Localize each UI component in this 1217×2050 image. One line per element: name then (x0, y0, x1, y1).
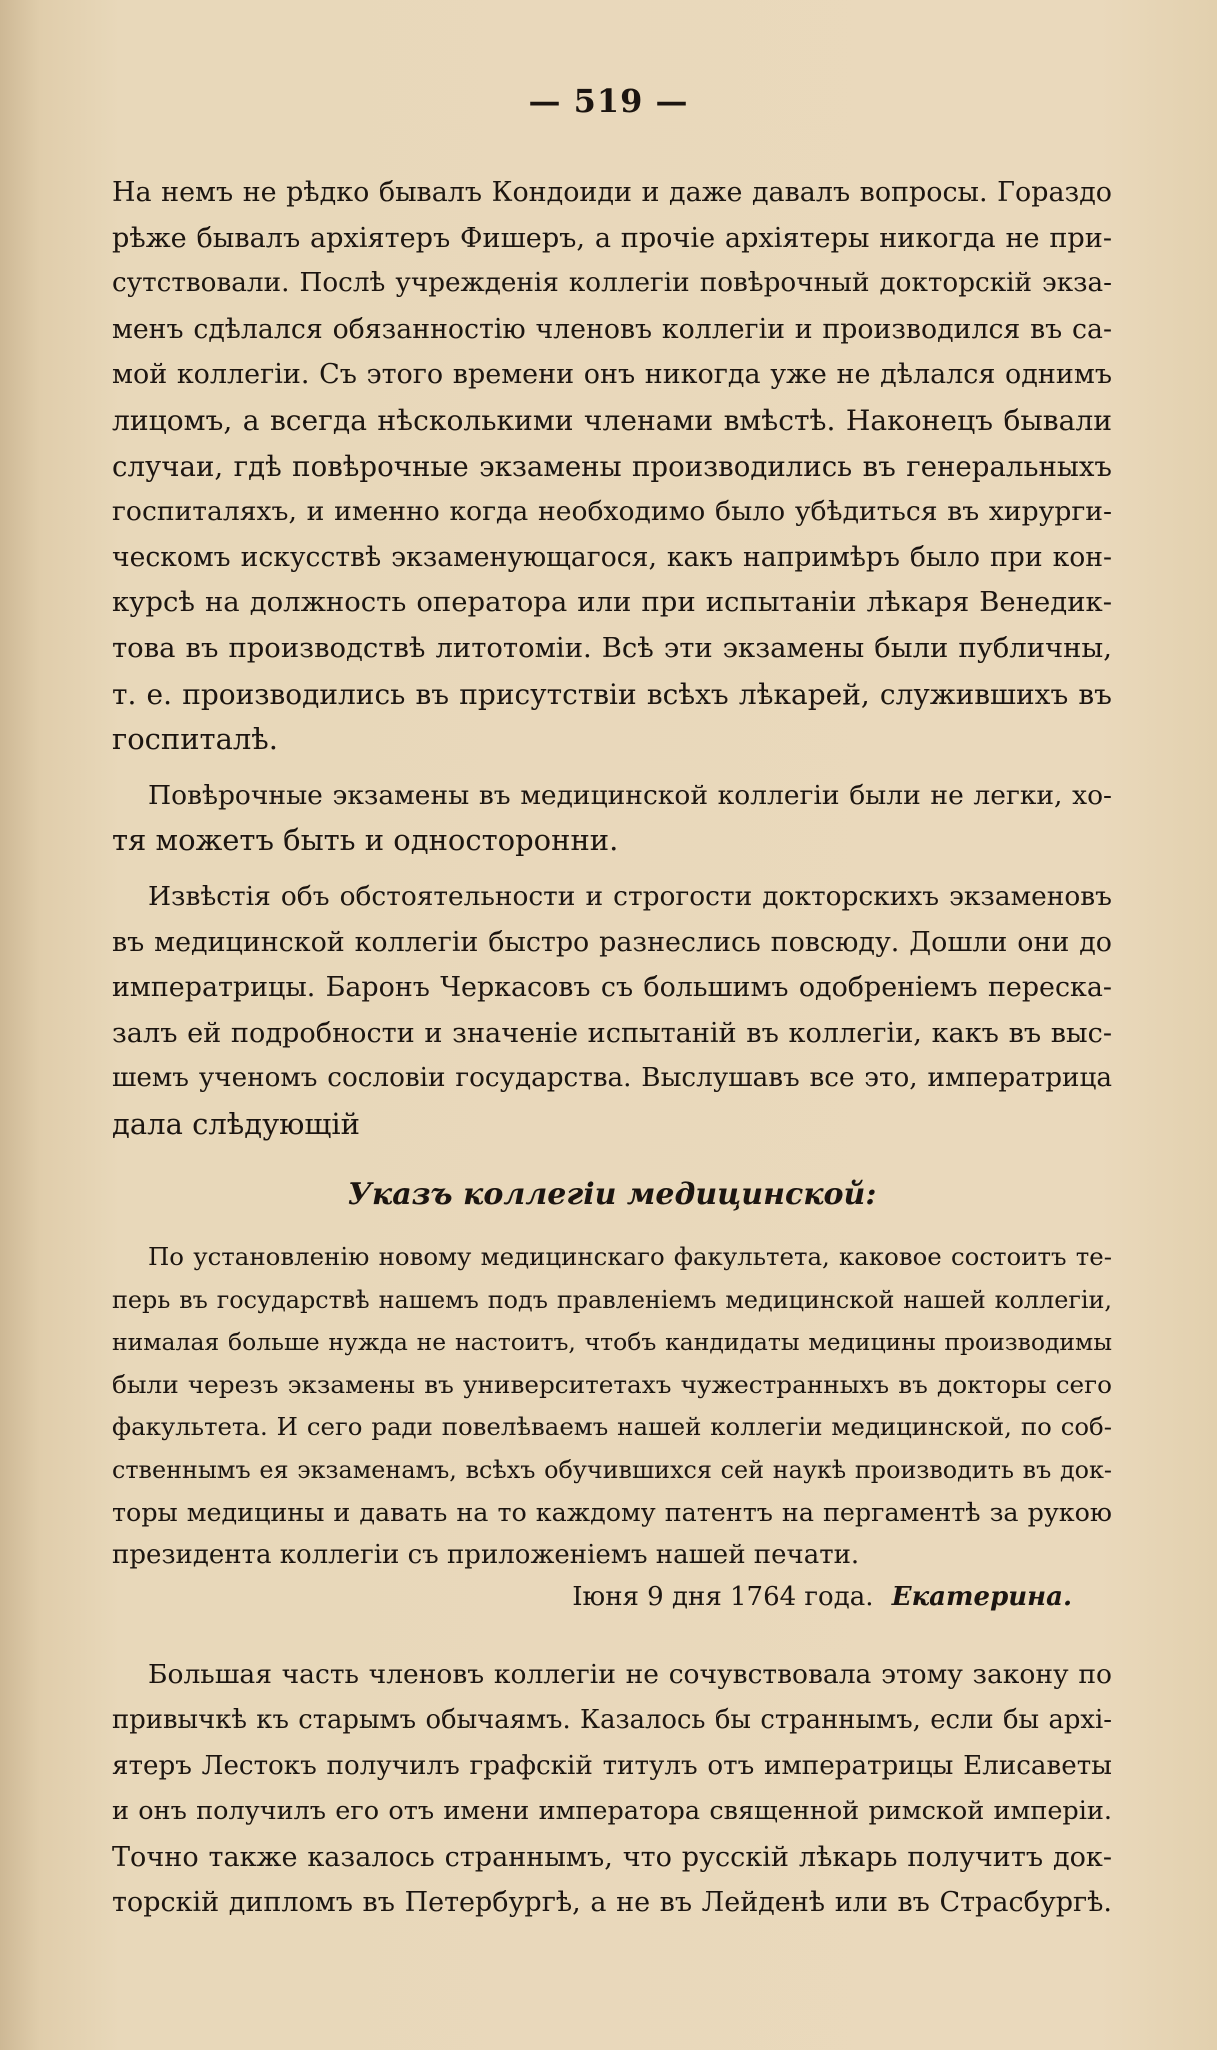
text-line: и онъ получилъ его отъ имени императора священной римской имперіи. (112, 1796, 1112, 1827)
text-line: рѣже бывалъ архіятеръ Фишеръ, а прочіе архіятеры никогда не при- (112, 222, 1112, 254)
text-line: дала слѣдующій (112, 1106, 360, 1141)
text-line: На немъ не рѣдко бывалъ Кондоиди и даже давалъ вопросы. Гораздо (112, 177, 1112, 208)
text-line: торскій дипломъ въ Петербургѣ, а не въ Лейденѣ или въ Страсбургѣ. (112, 1887, 1112, 1919)
paragraph-4 (112, 1652, 1112, 1926)
text-line: залъ ей подробности и значеніе испытаній въ коллегіи, какъ въ выс- (112, 1017, 1112, 1049)
decree-date: Іюня 9 дня 1764 года. (572, 1582, 874, 1613)
text-line: случаи, гдѣ повѣрочные экзамены производились въ генеральныхъ (112, 449, 1112, 483)
text-line: мой коллегіи. Съ этого времени онъ никогда уже не дѣлался однимъ (112, 359, 1112, 391)
text-line: нималая больше нужда не настоитъ, чтобъ кандидаты медицины производимы (112, 1328, 1112, 1357)
paragraph-2 (112, 773, 1112, 864)
decree-signature: Екатерина. (891, 1582, 1072, 1613)
decree-text (112, 1236, 1112, 1576)
page-number: — 519 — (528, 82, 689, 120)
text-line: шемъ ученомъ сословіи государства. Выслушавъ все это, императрица (112, 1063, 1112, 1094)
text-line: были черезъ экзамены въ университетахъ чужестранныхъ въ докторы сего (112, 1369, 1112, 1399)
text-line: ческомъ искусствѣ экзаменующагося, какъ напримѣръ было при кон- (112, 541, 1112, 573)
text-line: сутствовали. Послѣ учрежденія коллегіи повѣрочный докторскій экза- (112, 268, 1112, 299)
text-line: госпиталѣ. (112, 722, 279, 757)
text-line: факультета. И сего ради повелѣваемъ нашей коллегіи медицинской, по соб- (112, 1412, 1112, 1442)
text-line: менъ сдѣлался обязанностію членовъ коллегіи и производился въ са- (112, 313, 1112, 345)
text-line: тя можетъ быть и односторонни. (112, 823, 619, 858)
text-line: ственнымъ ея экзаменамъ, всѣхъ обучившихся сей наукѣ производить въ док- (112, 1455, 1112, 1484)
body-text (112, 170, 1112, 1926)
text-line: президента коллегіи съ приложеніемъ нашей печати. (112, 1539, 860, 1570)
text-line: Большая часть членовъ коллегіи не сочувствовала этому закону по (148, 1659, 1112, 1691)
text-line: въ медицинской коллегіи быстро разнеслись повсюду. Дошли они до (112, 926, 1112, 958)
text-line: привычкѣ къ старымъ обычаямъ. Казалось бы страннымъ, если бы архі- (112, 1705, 1112, 1736)
text-line: Точно также казалось страннымъ, что русскій лѣкарь получитъ док- (112, 1841, 1112, 1873)
text-line: лицомъ, а всегда нѣсколькими членами вмѣстѣ. Наконецъ бывали (112, 403, 1112, 437)
decree-heading: Указъ коллегіи медицинской: (347, 1177, 877, 1213)
text-line: императрицы. Баронъ Черкасовъ съ большимъ одобреніемъ переска- (112, 972, 1112, 1004)
text-line: По установленію новому медицинскаго факультета, каковое состоитъ те- (148, 1242, 1112, 1272)
text-line: курсѣ на должность оператора или при испытаніи лѣкаря Венедик- (112, 586, 1112, 619)
text-line: перь въ государствѣ нашемъ подъ правленіемъ медицинской нашей коллегіи, (112, 1285, 1112, 1314)
text-line: Извѣстія объ обстоятельности и строгости докторскихъ экзаменовъ (148, 880, 1112, 912)
decree-signature-line (112, 1576, 1112, 1618)
text-line: ятеръ Лестокъ получилъ графскій титулъ отъ императрицы Елисаветы (112, 1750, 1112, 1781)
text-line: това въ производствѣ литотоміи. Всѣ эти экзамены были публичны, (112, 632, 1112, 664)
paragraph-3 (112, 874, 1112, 1148)
text-line: Повѣрочные экзамены въ медицинской коллегіи были не легки, хо- (148, 779, 1112, 811)
text-line: т. е. производились въ присутствіи всѣхъ лѣкарей, служившихъ въ (112, 677, 1112, 711)
text-line: торы медицины и давать на то каждому патентъ на пергаментѣ за рукою (112, 1497, 1112, 1528)
paragraph-1 (112, 170, 1112, 763)
text-line: госпиталяхъ, и именно когда необходимо было убѣдиться въ хирурги- (112, 496, 1112, 528)
